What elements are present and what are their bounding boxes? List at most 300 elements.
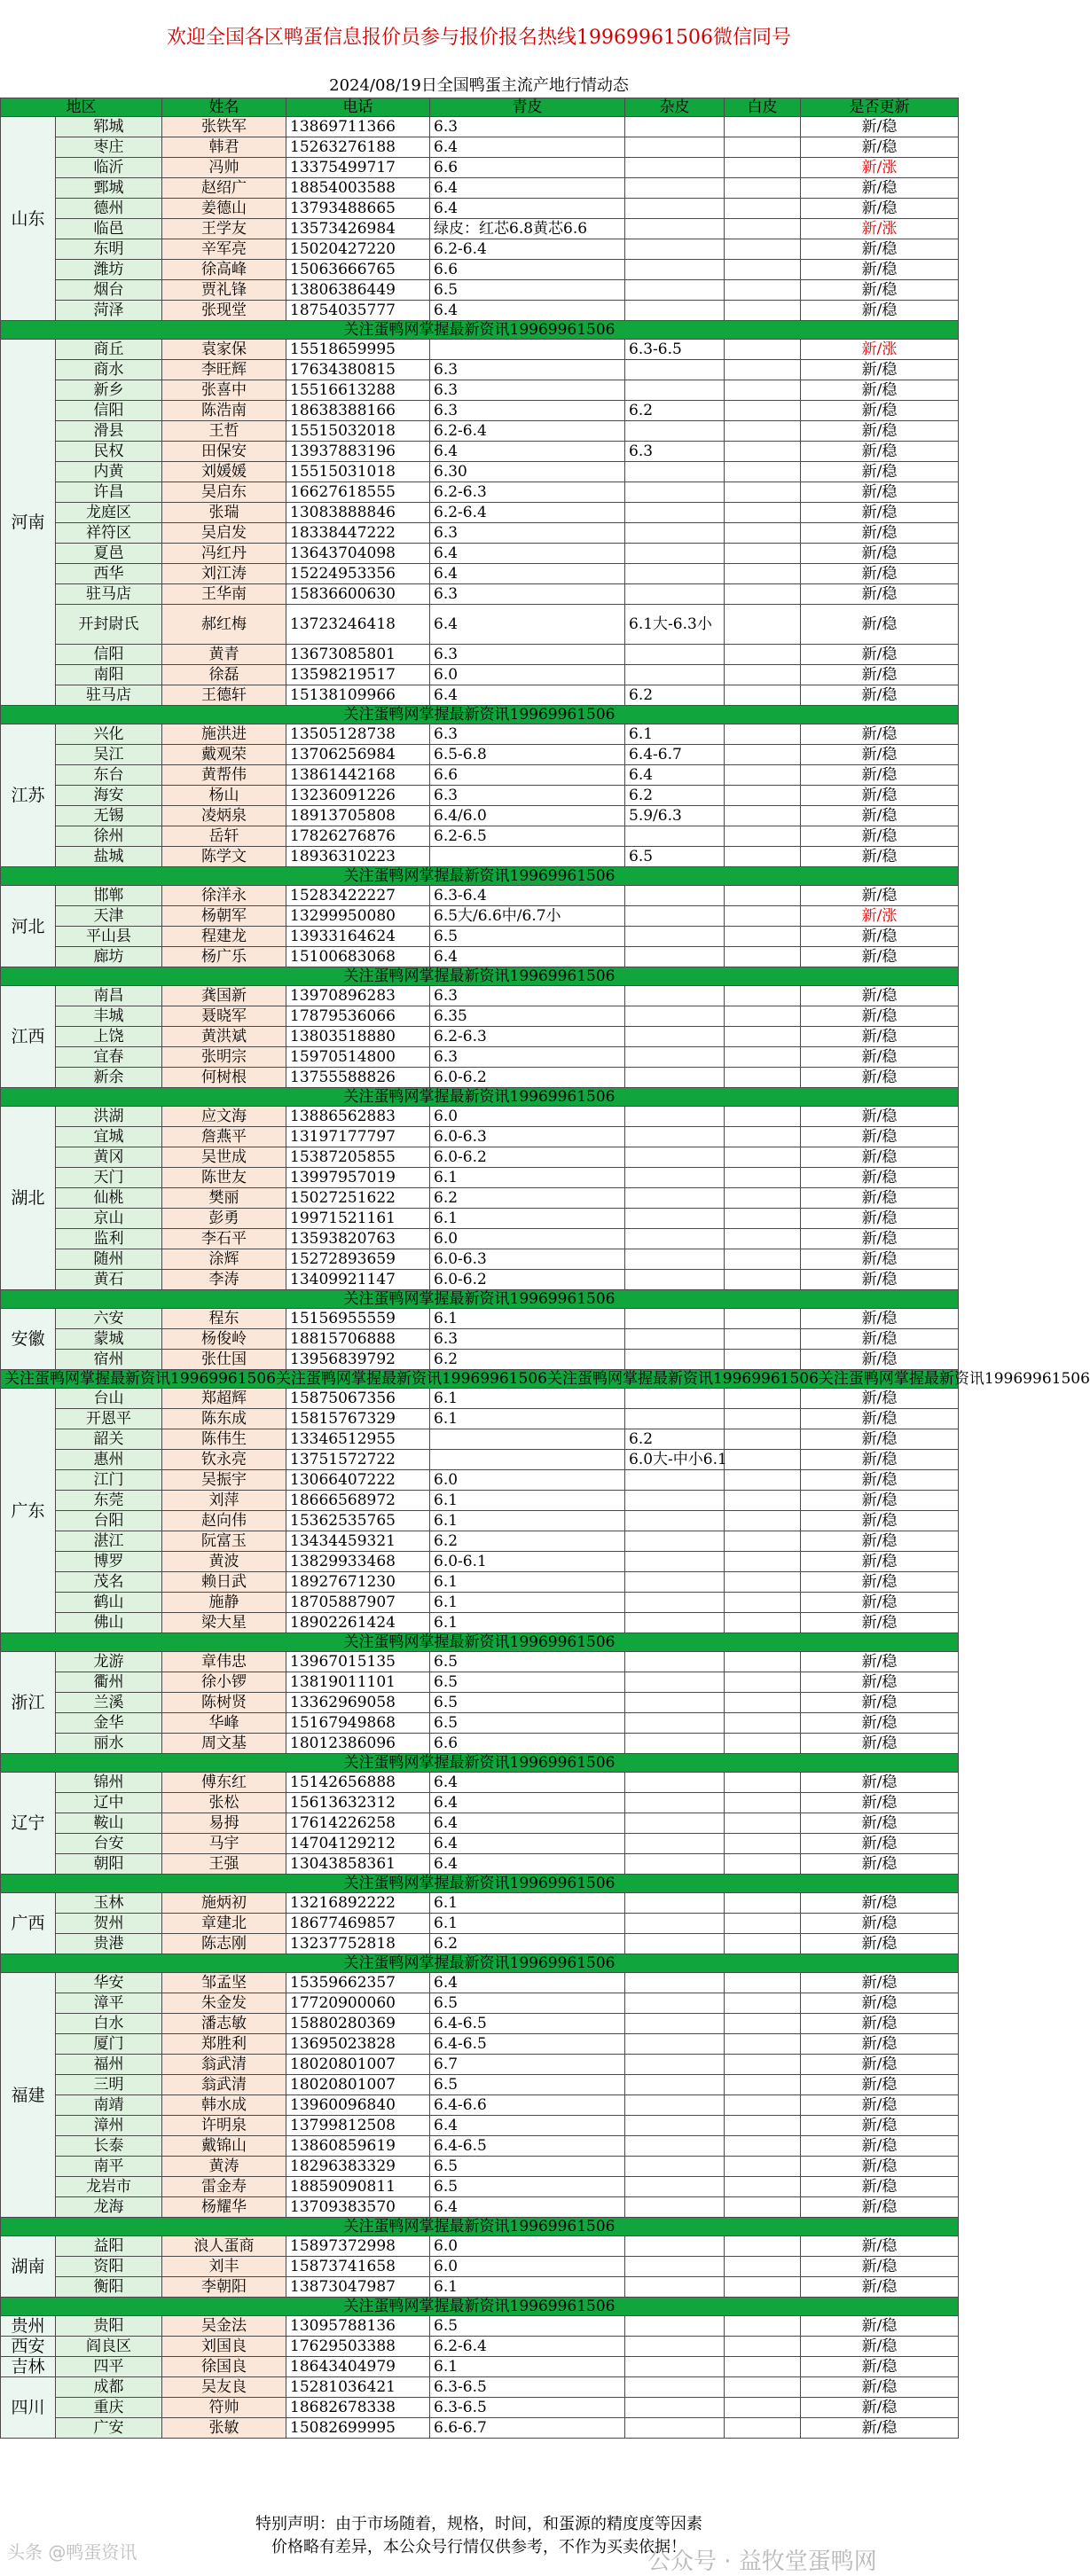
phone-cell: 13937883196 xyxy=(286,442,430,462)
table-row xyxy=(1,1470,959,1491)
phone-cell: 13873047987 xyxy=(286,2277,430,2298)
update-status-cell: 新/稳 xyxy=(801,786,959,806)
table-body xyxy=(1,117,1090,2439)
baipi-price-cell xyxy=(725,1531,801,1552)
phone-cell: 13237752818 xyxy=(286,1934,430,1954)
table-row xyxy=(1,806,959,826)
contact-name-cell: 吴启发 xyxy=(162,523,286,544)
phone-cell: 13755588826 xyxy=(286,1068,430,1088)
province-cell: 西安 xyxy=(1,2337,56,2357)
region-cell: 滑县 xyxy=(56,421,162,442)
qingpi-price-cell: 6.4 xyxy=(430,178,625,199)
table-row xyxy=(1,1107,959,1127)
baipi-price-cell xyxy=(725,1389,801,1409)
update-status-cell: 新/稳 xyxy=(801,1491,959,1511)
baipi-price-cell xyxy=(725,1329,801,1350)
qingpi-price-cell: 6.2 xyxy=(430,1531,625,1552)
baipi-price-cell xyxy=(725,1350,801,1370)
phone-cell: 13861442168 xyxy=(286,765,430,786)
region-cell: 贵阳 xyxy=(56,2316,162,2337)
zapi-price-cell: 6.5 xyxy=(625,847,725,867)
contact-name-cell: 韩水成 xyxy=(162,2095,286,2116)
update-status-cell: 新/稳 xyxy=(801,1270,959,1290)
phone-cell: 15063666765 xyxy=(286,260,430,280)
qingpi-price-cell: 6.2-6.4 xyxy=(430,503,625,523)
table-row xyxy=(1,765,959,786)
region-cell: 郓城 xyxy=(56,117,162,137)
qingpi-price-cell: 6.5 xyxy=(430,2177,625,2197)
phone-cell: 13643704098 xyxy=(286,544,430,564)
table-row xyxy=(1,1511,959,1531)
update-status-cell: 新/稳 xyxy=(801,2055,959,2075)
zapi-price-cell xyxy=(625,1329,725,1350)
update-status-cell: 新/稳 xyxy=(801,1773,959,1793)
qingpi-price-cell: 6.1 xyxy=(430,2357,625,2377)
phone-cell: 13967015135 xyxy=(286,1652,430,1672)
contact-name-cell: 陈浩南 xyxy=(162,401,286,421)
update-status-cell: 新/稳 xyxy=(801,826,959,847)
zapi-price-cell xyxy=(625,2116,725,2136)
table-row xyxy=(1,1914,959,1934)
qingpi-price-cell xyxy=(430,1429,625,1450)
phone-cell: 15359662357 xyxy=(286,1973,430,1993)
zapi-price-cell xyxy=(625,2034,725,2055)
region-cell: 佛山 xyxy=(56,1613,162,1633)
qingpi-price-cell: 6.5 xyxy=(430,927,625,947)
table-row xyxy=(1,2357,959,2377)
baipi-price-cell xyxy=(725,260,801,280)
qingpi-price-cell: 6.4 xyxy=(430,2116,625,2136)
phone-cell: 15167949868 xyxy=(286,1713,430,1734)
zapi-price-cell xyxy=(625,1229,725,1249)
region-cell: 菏泽 xyxy=(56,301,162,321)
zapi-price-cell xyxy=(625,2136,725,2157)
baipi-price-cell xyxy=(725,2055,801,2075)
zapi-price-cell xyxy=(625,1511,725,1531)
phone-cell: 13409921147 xyxy=(286,1270,430,1290)
contact-name-cell: 潘志敏 xyxy=(162,2014,286,2034)
contact-name-cell: 许明泉 xyxy=(162,2116,286,2136)
update-status-cell: 新/稳 xyxy=(801,380,959,401)
province-cell: 湖南 xyxy=(1,2236,56,2298)
qingpi-price-cell: 6.2 xyxy=(430,1934,625,1954)
update-status-cell: 新/稳 xyxy=(801,1188,959,1209)
zapi-price-cell xyxy=(625,645,725,665)
baipi-price-cell xyxy=(725,523,801,544)
update-status-cell: 新/稳 xyxy=(801,2236,959,2257)
region-cell: 信阳 xyxy=(56,645,162,665)
contact-name-cell: 华峰 xyxy=(162,1713,286,1734)
update-status-cell: 新/稳 xyxy=(801,503,959,523)
zapi-price-cell xyxy=(625,906,725,927)
table-row xyxy=(1,584,959,605)
region-cell: 蒙城 xyxy=(56,1329,162,1350)
province-cell: 福建 xyxy=(1,1973,56,2218)
baipi-price-cell xyxy=(725,219,801,239)
region-cell: 衢州 xyxy=(56,1672,162,1693)
region-cell: 许昌 xyxy=(56,482,162,503)
contact-name-cell: 陈志刚 xyxy=(162,1934,286,1954)
update-status-cell: 新/稳 xyxy=(801,2034,959,2055)
zapi-price-cell xyxy=(625,584,725,605)
table-row xyxy=(1,564,959,584)
contact-name-cell: 朱金发 xyxy=(162,1993,286,2014)
table-row xyxy=(1,482,959,503)
baipi-price-cell xyxy=(725,2377,801,2398)
contact-name-cell: 黄帮伟 xyxy=(162,765,286,786)
zapi-price-cell xyxy=(625,2257,725,2277)
promo-row xyxy=(1,1754,959,1773)
contact-name-cell: 浪人蛋商 xyxy=(162,2236,286,2257)
table-row xyxy=(1,1350,959,1370)
phone-cell: 13819011101 xyxy=(286,1672,430,1693)
contact-name-cell: 陈伟生 xyxy=(162,1429,286,1450)
qingpi-price-cell: 6.0-6.3 xyxy=(430,1249,625,1270)
phone-cell: 13593820763 xyxy=(286,1229,430,1249)
header-updated: 是否更新 xyxy=(801,98,959,117)
table-row xyxy=(1,1773,959,1793)
baipi-price-cell xyxy=(725,2398,801,2418)
update-status-cell: 新/稳 xyxy=(801,1249,959,1270)
baipi-price-cell xyxy=(725,2418,801,2439)
contact-name-cell: 龚国新 xyxy=(162,986,286,1006)
phone-cell: 17629503388 xyxy=(286,2337,430,2357)
qingpi-price-cell: 6.1 xyxy=(430,1893,625,1914)
baipi-price-cell xyxy=(725,2257,801,2277)
region-cell: 漳州 xyxy=(56,2116,162,2136)
update-status-cell: 新/稳 xyxy=(801,1350,959,1370)
qingpi-price-cell: 6.5 xyxy=(430,1993,625,2014)
zapi-price-cell xyxy=(625,1854,725,1875)
table-row xyxy=(1,137,959,158)
zapi-price-cell: 6.4 xyxy=(625,765,725,786)
qingpi-price-cell: 6.3 xyxy=(430,986,625,1006)
qingpi-price-cell: 6.2-6.3 xyxy=(430,1027,625,1047)
qingpi-price-cell: 6.4 xyxy=(430,1973,625,1993)
update-status-cell: 新/稳 xyxy=(801,1006,959,1027)
update-status-cell: 新/稳 xyxy=(801,2095,959,2116)
zapi-price-cell xyxy=(625,1993,725,2014)
table-row xyxy=(1,1127,959,1147)
contact-name-cell: 戴观荣 xyxy=(162,745,286,765)
contact-name-cell: 阮富玉 xyxy=(162,1531,286,1552)
region-cell: 洪湖 xyxy=(56,1107,162,1127)
baipi-price-cell xyxy=(725,1470,801,1491)
contact-name-cell: 徐国良 xyxy=(162,2357,286,2377)
phone-cell: 18902261424 xyxy=(286,1613,430,1633)
qingpi-price-cell: 6.4/6.0 xyxy=(430,806,625,826)
baipi-price-cell xyxy=(725,2034,801,2055)
baipi-price-cell xyxy=(725,199,801,219)
table-row xyxy=(1,1068,959,1088)
table-row xyxy=(1,2095,959,2116)
promo-text: 关注蛋鸭网掌握最新资讯19969961506 xyxy=(1,1088,959,1107)
qingpi-price-cell: 6.4 xyxy=(430,1834,625,1854)
contact-name-cell: 程建龙 xyxy=(162,927,286,947)
baipi-price-cell xyxy=(725,1491,801,1511)
region-cell: 资阳 xyxy=(56,2257,162,2277)
header-qingpi: 青皮 xyxy=(430,98,625,117)
baipi-price-cell xyxy=(725,1409,801,1429)
update-status-cell: 新/稳 xyxy=(801,1127,959,1147)
region-cell: 朝阳 xyxy=(56,1854,162,1875)
baipi-price-cell xyxy=(725,1693,801,1713)
table-row xyxy=(1,280,959,301)
contact-name-cell: 张现堂 xyxy=(162,301,286,321)
phone-cell: 13598219517 xyxy=(286,665,430,685)
region-cell: 鞍山 xyxy=(56,1813,162,1834)
update-status-cell: 新/稳 xyxy=(801,927,959,947)
zapi-price-cell xyxy=(625,1027,725,1047)
baipi-price-cell xyxy=(725,2116,801,2136)
zapi-price-cell xyxy=(625,1713,725,1734)
watermark-right: 公众号 · 益牧堂蛋鸭网 xyxy=(647,2549,877,2575)
update-status-cell: 新/涨 xyxy=(801,219,959,239)
qingpi-price-cell: 6.5 xyxy=(430,280,625,301)
banner-hotline: 欢迎全国各区鸭蛋信息报价员参与报价报名热线19969961506微信同号 xyxy=(167,27,791,49)
zapi-price-cell xyxy=(625,1793,725,1813)
contact-name-cell: 傅东红 xyxy=(162,1773,286,1793)
update-status-cell: 新/稳 xyxy=(801,239,959,260)
zapi-price-cell xyxy=(625,482,725,503)
zapi-price-cell xyxy=(625,2014,725,2034)
table-row xyxy=(1,1973,959,1993)
table-row xyxy=(1,1491,959,1511)
table-row xyxy=(1,2157,959,2177)
promo-row xyxy=(1,1370,959,1389)
qingpi-price-cell: 6.1 xyxy=(430,1309,625,1329)
update-status-cell: 新/稳 xyxy=(801,1068,959,1088)
province-cell: 江西 xyxy=(1,986,56,1088)
contact-name-cell: 赖日武 xyxy=(162,1572,286,1593)
region-cell: 盐城 xyxy=(56,847,162,867)
contact-name-cell: 吴世成 xyxy=(162,1147,286,1168)
contact-name-cell: 田保安 xyxy=(162,442,286,462)
baipi-price-cell xyxy=(725,1027,801,1047)
update-status-cell: 新/稳 xyxy=(801,806,959,826)
contact-name-cell: 李石平 xyxy=(162,1229,286,1249)
table-row xyxy=(1,380,959,401)
update-status-cell: 新/稳 xyxy=(801,2257,959,2277)
zapi-price-cell xyxy=(625,462,725,482)
qingpi-price-cell: 6.4-6.6 xyxy=(430,2095,625,2116)
phone-cell: 18638388166 xyxy=(286,401,430,421)
qingpi-price-cell: 6.3 xyxy=(430,786,625,806)
zapi-price-cell xyxy=(625,380,725,401)
update-status-cell: 新/稳 xyxy=(801,523,959,544)
baipi-price-cell xyxy=(725,765,801,786)
phone-cell: 15138109966 xyxy=(286,685,430,706)
region-cell: 邯郸 xyxy=(56,886,162,906)
phone-cell: 13970896283 xyxy=(286,986,430,1006)
baipi-price-cell xyxy=(725,1429,801,1450)
region-cell: 海安 xyxy=(56,786,162,806)
phone-cell: 18854003588 xyxy=(286,178,430,199)
table-row xyxy=(1,1027,959,1047)
baipi-price-cell xyxy=(725,1672,801,1693)
phone-cell: 18666568972 xyxy=(286,1491,430,1511)
phone-cell: 18705887907 xyxy=(286,1593,430,1613)
baipi-price-cell xyxy=(725,645,801,665)
contact-name-cell: 赵向伟 xyxy=(162,1511,286,1531)
zapi-price-cell xyxy=(625,503,725,523)
update-status-cell: 新/稳 xyxy=(801,2075,959,2095)
table-row xyxy=(1,523,959,544)
baipi-price-cell xyxy=(725,986,801,1006)
table-row xyxy=(1,401,959,421)
region-cell: 阎良区 xyxy=(56,2337,162,2357)
table-row xyxy=(1,1793,959,1813)
region-cell: 锦州 xyxy=(56,1773,162,1793)
update-status-cell: 新/稳 xyxy=(801,137,959,158)
zapi-price-cell xyxy=(625,199,725,219)
table-row xyxy=(1,2055,959,2075)
phone-cell: 15362535765 xyxy=(286,1511,430,1531)
qingpi-price-cell: 6.6 xyxy=(430,1734,625,1754)
baipi-price-cell xyxy=(725,421,801,442)
qingpi-price-cell: 6.4 xyxy=(430,564,625,584)
phone-cell: 13860859619 xyxy=(286,2136,430,2157)
zapi-price-cell xyxy=(625,1147,725,1168)
region-cell: 华安 xyxy=(56,1973,162,1993)
baipi-price-cell xyxy=(725,360,801,380)
phone-cell: 15836600630 xyxy=(286,584,430,605)
region-cell: 德州 xyxy=(56,199,162,219)
zapi-price-cell xyxy=(625,1934,725,1954)
contact-name-cell: 李朝阳 xyxy=(162,2277,286,2298)
zapi-price-cell xyxy=(625,137,725,158)
baipi-price-cell xyxy=(725,906,801,927)
promo-row xyxy=(1,321,959,340)
zapi-price-cell xyxy=(625,117,725,137)
phone-cell: 18012386096 xyxy=(286,1734,430,1754)
zapi-price-cell xyxy=(625,2418,725,2439)
phone-cell: 13709383570 xyxy=(286,2197,430,2218)
qingpi-price-cell: 6.4 xyxy=(430,199,625,219)
region-cell: 漳平 xyxy=(56,1993,162,2014)
footer-line-2: 价格略有差异，本公众号行情仅供参考，不作为买卖依据！ xyxy=(271,2538,686,2556)
update-status-cell: 新/稳 xyxy=(801,1652,959,1672)
region-cell: 宜城 xyxy=(56,1127,162,1147)
zapi-price-cell xyxy=(625,986,725,1006)
phone-cell: 17720900060 xyxy=(286,1993,430,2014)
region-cell: 东台 xyxy=(56,765,162,786)
qingpi-price-cell: 6.4 xyxy=(430,301,625,321)
qingpi-price-cell: 6.4 xyxy=(430,442,625,462)
update-status-cell: 新/稳 xyxy=(801,544,959,564)
promo-row xyxy=(1,1954,959,1973)
contact-name-cell: 何树根 xyxy=(162,1068,286,1088)
contact-name-cell: 冯红丹 xyxy=(162,544,286,564)
baipi-price-cell xyxy=(725,301,801,321)
page-title: 2024/08/19日全国鸭蛋主流产地行情动态 xyxy=(329,76,629,95)
province-cell: 安徽 xyxy=(1,1309,56,1370)
baipi-price-cell xyxy=(725,806,801,826)
phone-cell: 18338447222 xyxy=(286,523,430,544)
contact-name-cell: 陈学文 xyxy=(162,847,286,867)
region-cell: 临邑 xyxy=(56,219,162,239)
zapi-price-cell: 6.2 xyxy=(625,1429,725,1450)
region-cell: 南昌 xyxy=(56,986,162,1006)
zapi-price-cell: 6.2 xyxy=(625,401,725,421)
qingpi-price-cell: 6.5 xyxy=(430,2316,625,2337)
contact-name-cell: 黄青 xyxy=(162,645,286,665)
baipi-price-cell xyxy=(725,1309,801,1329)
region-cell: 西华 xyxy=(56,564,162,584)
phone-cell: 15224953356 xyxy=(286,564,430,584)
update-status-cell: 新/稳 xyxy=(801,986,959,1006)
table-row xyxy=(1,745,959,765)
zapi-price-cell xyxy=(625,2357,725,2377)
zapi-price-cell xyxy=(625,886,725,906)
region-cell: 临沂 xyxy=(56,158,162,178)
contact-name-cell: 张明宗 xyxy=(162,1047,286,1068)
price-table xyxy=(0,98,1090,2439)
table-row xyxy=(1,1993,959,2014)
table-row xyxy=(1,2236,959,2257)
region-cell: 南靖 xyxy=(56,2095,162,2116)
zapi-price-cell: 6.4-6.7 xyxy=(625,745,725,765)
contact-name-cell: 李旺辉 xyxy=(162,360,286,380)
table-row xyxy=(1,260,959,280)
phone-cell: 17634380815 xyxy=(286,360,430,380)
contact-name-cell: 王强 xyxy=(162,1854,286,1875)
qingpi-price-cell: 6.5 xyxy=(430,1652,625,1672)
zapi-price-cell xyxy=(625,2277,725,2298)
province-cell: 山东 xyxy=(1,117,56,321)
contact-name-cell: 赵绍广 xyxy=(162,178,286,199)
contact-name-cell: 施炳初 xyxy=(162,1893,286,1914)
contact-name-cell: 章建北 xyxy=(162,1914,286,1934)
province-cell: 吉林 xyxy=(1,2357,56,2377)
qingpi-price-cell: 6.3 xyxy=(430,1047,625,1068)
table-row xyxy=(1,724,959,745)
promo-row xyxy=(1,1088,959,1107)
phone-cell: 15873741658 xyxy=(286,2257,430,2277)
contact-name-cell: 施静 xyxy=(162,1593,286,1613)
qingpi-price-cell: 6.6 xyxy=(430,765,625,786)
phone-cell: 18020801007 xyxy=(286,2055,430,2075)
qingpi-price-cell: 6.3-6.5 xyxy=(430,2398,625,2418)
zapi-price-cell xyxy=(625,239,725,260)
contact-name-cell: 聂晓军 xyxy=(162,1006,286,1027)
update-status-cell: 新/稳 xyxy=(801,421,959,442)
phone-cell: 15027251622 xyxy=(286,1188,430,1209)
phone-cell: 13375499717 xyxy=(286,158,430,178)
qingpi-price-cell: 6.3 xyxy=(430,523,625,544)
zapi-price-cell xyxy=(625,1593,725,1613)
region-cell: 夏邑 xyxy=(56,544,162,564)
qingpi-price-cell: 6.7 xyxy=(430,2055,625,2075)
baipi-price-cell xyxy=(725,1450,801,1470)
region-cell: 平山县 xyxy=(56,927,162,947)
zapi-price-cell xyxy=(625,360,725,380)
table-row xyxy=(1,199,959,219)
phone-cell: 13829933468 xyxy=(286,1552,430,1572)
promo-text: 关注蛋鸭网掌握最新资讯19969961506 xyxy=(1,2218,959,2236)
zapi-price-cell xyxy=(625,1552,725,1572)
table-row xyxy=(1,927,959,947)
table-row xyxy=(1,301,959,321)
region-cell: 厦门 xyxy=(56,2034,162,2055)
region-cell: 祥符区 xyxy=(56,523,162,544)
zapi-price-cell: 6.2 xyxy=(625,786,725,806)
region-cell: 六安 xyxy=(56,1309,162,1329)
update-status-cell: 新/稳 xyxy=(801,1389,959,1409)
zapi-price-cell: 6.1 xyxy=(625,724,725,745)
region-cell: 茂名 xyxy=(56,1572,162,1593)
promo-row xyxy=(1,867,959,886)
